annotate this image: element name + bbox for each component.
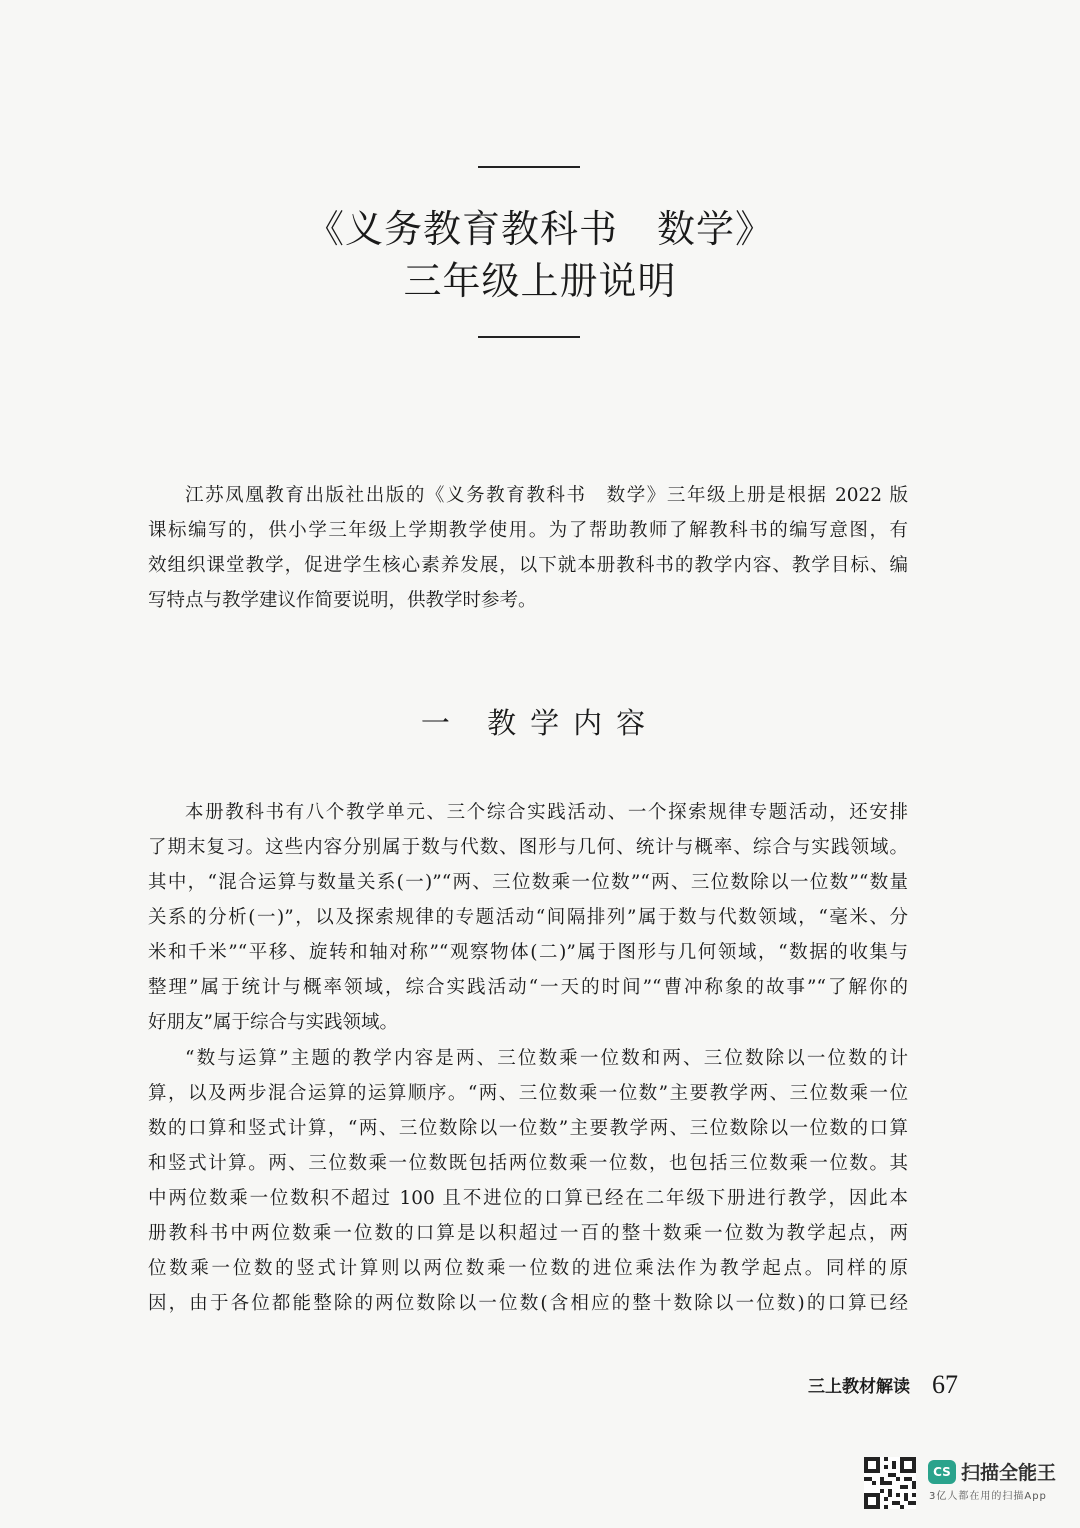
title-rule-bottom [478,336,580,338]
body-line: 因，由于各位都能整除的两位数除以一位数(含相应的整十数除以一位数)的口算已经 [148,1293,908,1314]
body-line: 册教科书中两位数乘一位数的口算是以积超过一百的整十数乘一位数为教学起点，两 [148,1223,908,1244]
body-line: 位数乘一位数的竖式计算则以两位数乘一位数的进位乘法作为教学起点。同样的原 [148,1258,908,1279]
body-line: 整理”属于统计与概率领域，综合实践活动“一天的时间”“曹冲称象的故事”“了解你的 [148,977,908,998]
document-title-line-1: 《义务教育教科书 数学》 [305,207,774,251]
page-number: 67 [932,1370,958,1399]
document-title-line-2: 三年级上册说明 [403,259,677,303]
footer-book-label: 三上教材解读 [808,1377,910,1397]
scanner-app-name: 扫描全能王 [961,1462,1057,1484]
body-line: 好朋友”属于综合与实践领域。 [148,1012,398,1033]
scanner-app-tagline: 3亿人都在用的扫描App [929,1491,1047,1502]
body-line: 了期末复习。这些内容分别属于数与代数、图形与几何、统计与概率、综合与实践领域。 [148,837,908,858]
body-line: 其中，“混合运算与数量关系(一)”“两、三位数乘一位数”“两、三位数除以一位数”“数量 [148,872,908,893]
body-line: 算，以及两步混合运算的运算顺序。“两、三位数乘一位数”主要教学两、三位数乘一位 [148,1083,908,1104]
body-line: 关系的分析(一)”，以及探索规律的专题活动“间隔排列”属于数与代数领域，“毫米、分 [148,907,908,928]
body-line: 米和千米”“平移、旋转和轴对称”“观察物体(二)”属于图形与几何领域，“数据的收集与 [148,942,908,963]
intro-line: 课标编写的，供小学三年级上学期教学使用。为了帮助教师了解教科书的编写意图，有 [148,520,908,541]
body-line: 中两位数乘一位数积不超过 100 且不进位的口算已经在二年级下册进行教学，因此本 [148,1188,908,1209]
qr-code-icon [864,1457,916,1509]
body-line: 数的口算和竖式计算，“两、三位数除以一位数”主要教学两、三位数除以一位数的口算 [148,1118,908,1139]
intro-line: 江苏凤凰教育出版社出版的《义务教育教科书 数学》三年级上册是根据 2022 版 [185,485,908,506]
scanner-app-logo-icon: CS [928,1460,956,1484]
body-line: 本册教科书有八个教学单元、三个综合实践活动、一个探索规律专题活动，还安排 [185,802,908,823]
body-line: 和竖式计算。两、三位数乘一位数既包括两位数乘一位数，也包括三位数乘一位数。其 [148,1153,908,1174]
section-heading: 一 教学内容 [420,706,660,740]
intro-line: 写特点与教学建议作简要说明，供教学时参考。 [148,590,537,611]
title-rule-top [478,166,580,168]
intro-line: 效组织课堂教学，促进学生核心素养发展，以下就本册教科书的教学内容、教学目标、编 [148,555,908,576]
body-line: “数与运算”主题的教学内容是两、三位数乘一位数和两、三位数除以一位数的计 [185,1048,908,1069]
